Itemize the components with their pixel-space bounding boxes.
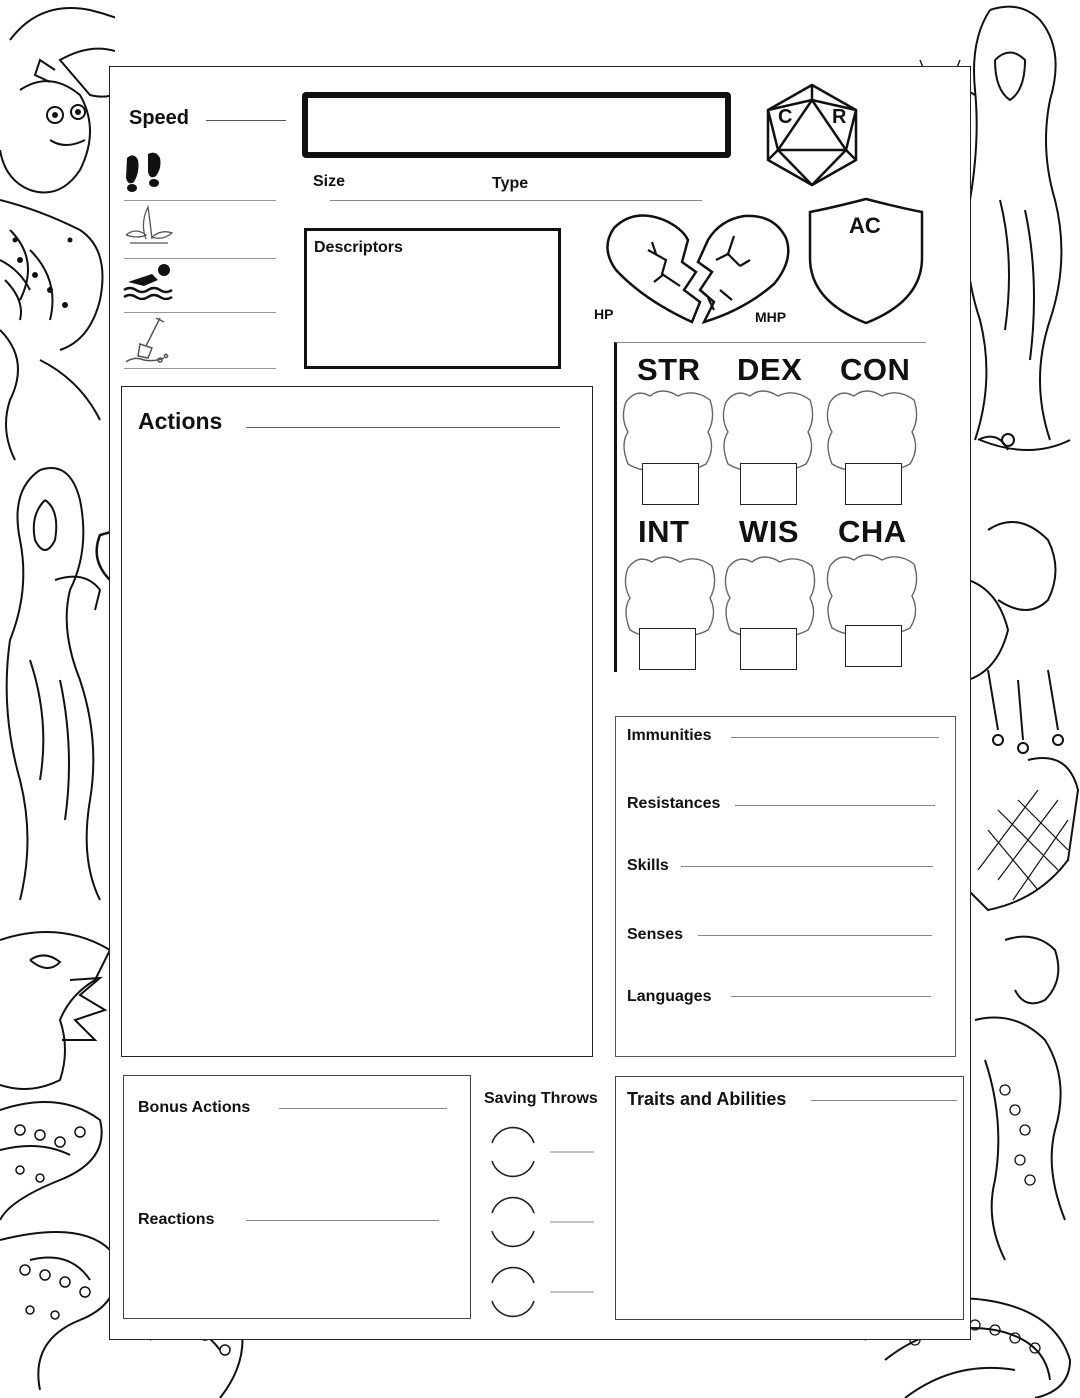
reactions-label: Reactions [138, 1211, 215, 1228]
actions-box[interactable] [121, 386, 593, 1057]
bonus-actions-label: Bonus Actions [138, 1099, 251, 1116]
skills-label: Skills [627, 857, 669, 874]
speed-label: Speed [129, 107, 190, 129]
str-score-blob[interactable] [623, 391, 712, 471]
ability-cha: CHA [838, 514, 907, 549]
swimmer-icon [122, 262, 176, 300]
int-modifier-box[interactable] [639, 628, 696, 670]
actions-label: Actions [138, 408, 223, 434]
immunities-label: Immunities [627, 727, 712, 744]
footprints-icon [122, 152, 168, 194]
cr-letter-r: R [832, 106, 847, 128]
size-type-line[interactable] [330, 200, 702, 201]
swim-speed-line[interactable] [124, 312, 276, 313]
str-modifier-box[interactable] [642, 463, 699, 505]
con-modifier-box[interactable] [845, 463, 902, 505]
con-score-blob[interactable] [827, 391, 916, 471]
saving-throw-slot[interactable] [492, 1198, 534, 1213]
ability-con: CON [840, 352, 911, 387]
reactions-line [246, 1220, 439, 1221]
type-label: Type [492, 175, 529, 192]
mhp-label: MHP [755, 309, 787, 325]
ability-int: INT [638, 514, 690, 549]
bonus-actions-line [279, 1108, 447, 1109]
cha-modifier-box[interactable] [845, 625, 902, 667]
languages-label: Languages [627, 988, 712, 1005]
size-label: Size [313, 173, 346, 190]
saving-throws-label: Saving Throws [484, 1090, 598, 1107]
saving-throw-slots[interactable] [480, 1115, 610, 1325]
wis-score-blob[interactable] [725, 557, 814, 637]
resistances-label: Resistances [627, 795, 721, 812]
traits-line [811, 1100, 957, 1101]
senses-label: Senses [627, 926, 684, 943]
hp-label: HP [594, 306, 614, 322]
skills-line[interactable] [681, 866, 933, 867]
walk-speed-line[interactable] [124, 200, 276, 201]
monkey-deity-illustration [0, 0, 115, 470]
traits-label: Traits and Abilities [627, 1089, 787, 1109]
int-score-blob[interactable] [625, 557, 714, 637]
saving-throw-slot[interactable] [492, 1128, 534, 1143]
immunities-line[interactable] [731, 737, 939, 738]
ability-str: STR [637, 352, 701, 387]
creature-name-box[interactable] [302, 92, 731, 158]
challenge-rating-d20[interactable] [764, 82, 860, 188]
saving-throw-slot[interactable] [492, 1231, 534, 1246]
wings-icon [122, 205, 174, 245]
fly-speed-line[interactable] [124, 258, 276, 259]
descriptors-label: Descriptors [314, 239, 403, 256]
burrow-speed-line[interactable] [124, 368, 276, 369]
cr-letter-c: C [778, 106, 793, 128]
ac-label: AC [849, 213, 881, 238]
ability-wis: WIS [739, 514, 800, 549]
saving-throw-slot[interactable] [492, 1268, 534, 1283]
dex-modifier-box[interactable] [740, 463, 797, 505]
senses-line[interactable] [698, 935, 932, 936]
saving-throw-slot[interactable] [492, 1161, 534, 1176]
ability-dex: DEX [737, 352, 803, 387]
traits-box[interactable] [615, 1076, 964, 1320]
shovel-icon [124, 316, 172, 364]
speed-line[interactable] [206, 120, 286, 121]
wis-modifier-box[interactable] [740, 628, 797, 670]
cha-score-blob[interactable] [827, 555, 916, 635]
dex-score-blob[interactable] [723, 391, 812, 471]
saving-throw-slot[interactable] [492, 1301, 534, 1316]
jester-illustration [968, 430, 1080, 930]
languages-line[interactable] [731, 996, 931, 997]
actions-line [246, 427, 560, 428]
resistances-line[interactable] [735, 805, 935, 806]
